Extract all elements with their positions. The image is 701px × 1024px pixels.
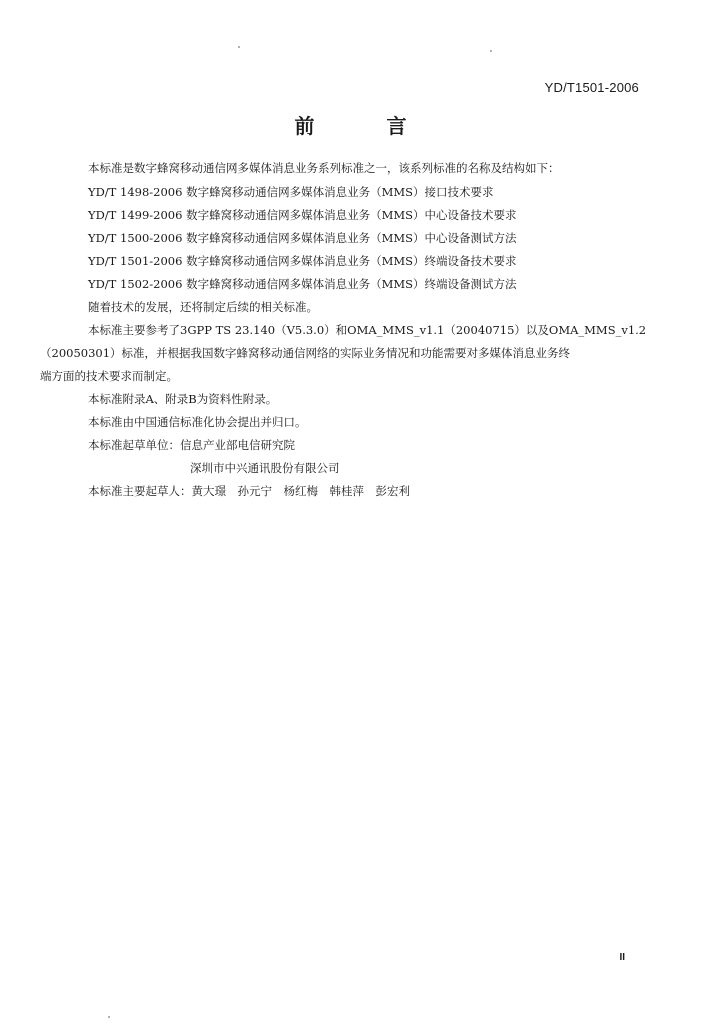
reference-text: 端方面的技术要求而制定。 (40, 369, 178, 383)
page-title: 前 言 (294, 114, 433, 138)
reference-text: 本标准主要参考了3GPP TS 23.140（V5.3.0）和OMA_MMS_v1.1（20040715）以及OMA_MMS_v1.2 (88, 323, 647, 337)
scan-speck (238, 46, 240, 48)
series-item: YD/T 1500-2006 数字蜂窝移动通信网多媒体消息业务（MMS）中心设备测试方法 (88, 231, 517, 245)
series-item: YD/T 1499-2006 数字蜂窝移动通信网多媒体消息业务（MMS）中心设备技术要求 (88, 208, 517, 222)
standard-code: YD/T1501-2006 (544, 80, 639, 95)
series-item: YD/T 1501-2006 数字蜂窝移动通信网多媒体消息业务（MMS）终端设备技术要求 (88, 254, 517, 268)
page-number: II (619, 952, 625, 963)
drafting-units: 本标准起草单位：信息产业部电信研究院 (88, 438, 295, 452)
follow-up-text: 随着技术的发展，还将制定后续的相关标准。 (88, 300, 318, 314)
proposer-text: 本标准由中国通信标准化协会提出并归口。 (88, 415, 307, 429)
drafting-units-continued: 深圳市中兴通讯股份有限公司 (190, 461, 340, 475)
scan-speck (108, 1016, 110, 1018)
intro-paragraph: 本标准是数字蜂窝移动通信网多媒体消息业务系列标准之一，该系列标准的名称及结构如下： (88, 161, 560, 175)
drafters-text: 本标准主要起草人：黄大璟 孙元宁 杨红梅 韩桂萍 彭宏利 (88, 484, 410, 498)
series-item: YD/T 1498-2006 数字蜂窝移动通信网多媒体消息业务（MMS）接口技术要求 (88, 185, 494, 199)
scan-speck (490, 50, 492, 52)
appendix-text: 本标准附录A、附录B为资料性附录。 (88, 392, 278, 406)
reference-text: （20050301）标准，并根据我国数字蜂窝移动通信网络的实际业务情况和功能需要对多媒体消息业务终 (40, 346, 571, 360)
series-item: YD/T 1502-2006 数字蜂窝移动通信网多媒体消息业务（MMS）终端设备测试方法 (88, 277, 517, 291)
